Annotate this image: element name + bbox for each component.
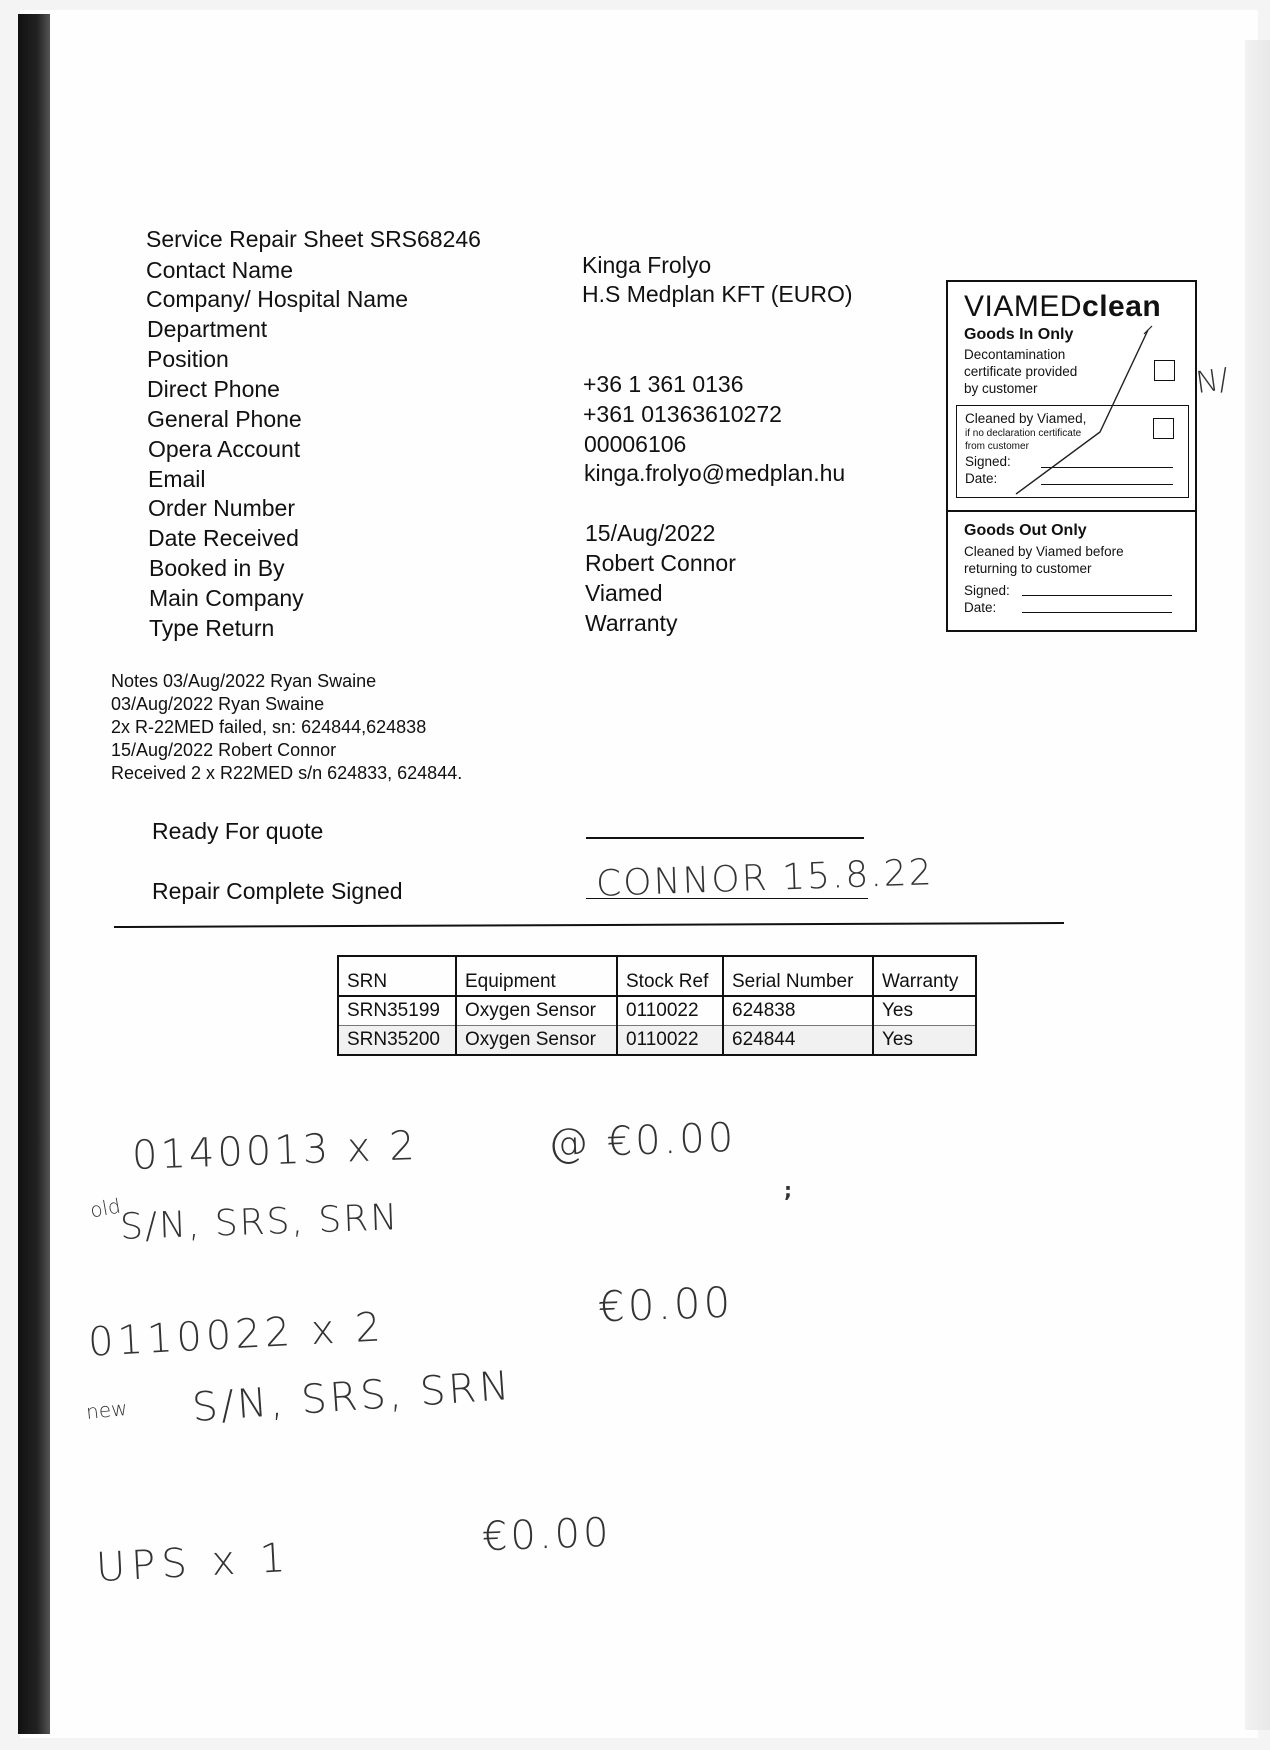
handwritten-line3-code: 0110022 x 2 [86,1304,386,1366]
notes-line-3: 2x R-22MED failed, sn: 624844,624838 [111,717,427,737]
cell-equipment: Oxygen Sensor [456,1026,617,1056]
cell-equipment: Oxygen Sensor [456,996,617,1026]
cell-warranty: Yes [873,996,976,1026]
label-main-company: Main Company [149,585,304,611]
diagonal-pen-strike [948,282,1195,630]
repair-complete-line [586,898,868,899]
cleaned-by-text: Cleaned by Viamed, [965,411,1087,426]
inner-date-label: Date: [965,471,998,486]
decon-line-3: by customer [964,381,1038,396]
ink-mark: ; [784,1178,792,1202]
value-opera-account: 00006106 [584,431,687,457]
margin-handwritten-note: N/ [1193,361,1231,402]
repair-complete-label: Repair Complete Signed [152,878,403,904]
decon-line-1: Decontamination [964,347,1066,362]
value-company: H.S Medplan KFT (EURO) [582,281,853,307]
cell-stock-ref: 0110022 [617,1026,723,1056]
handwritten-old-prefix: old [88,1193,123,1223]
table-row [338,996,976,1026]
goods-out-line-1: Cleaned by Viamed before [964,544,1124,559]
goods-out-title: Goods Out Only [964,522,1087,539]
inner-signed-label: Signed: [965,454,1011,469]
ready-for-quote-line [586,837,864,839]
repair-complete-signature: CONNOR 15.8.22 [595,852,935,905]
value-contact-name: Kinga Frolyo [582,252,712,278]
equipment-table [337,955,977,1056]
label-email: Email [148,466,206,492]
sheet-title: Service Repair Sheet SRS68246 [146,226,481,252]
col-warranty: Warranty [873,956,976,996]
value-main-company: Viamed [585,580,663,606]
label-direct-phone: Direct Phone [147,376,280,402]
handwritten-new-prefix: new [84,1395,129,1425]
scan-binding-edge [18,14,50,1734]
handwritten-line1-code: 0140013 x 2 [131,1123,419,1179]
handwritten-line2: S/N, SRS, SRN [119,1197,400,1248]
label-company: Company/ Hospital Name [146,286,409,312]
label-position: Position [147,346,229,372]
label-department: Department [147,316,268,342]
notes-line-4: 15/Aug/2022 Robert Connor [111,740,337,760]
value-date-received: 15/Aug/2022 [585,520,716,546]
viamed-clean-box [946,280,1197,632]
cell-serial: 624838 [723,996,873,1026]
notes-line-5: Received 2 x R22MED s/n 624833, 624844. [111,763,463,783]
cell-srn: SRN35199 [338,996,456,1026]
cleaned-note-2: from customer [965,441,1029,452]
table-row [338,1026,976,1056]
value-email: kinga.frolyo@medplan.hu [584,460,846,486]
value-direct-phone: +36 1 361 0136 [583,371,744,397]
handwritten-line5-code: UPS x 1 [94,1534,293,1592]
notes-line-1: Notes 03/Aug/2022 Ryan Swaine [111,671,377,691]
col-srn: SRN [338,956,456,996]
notes-line-2: 03/Aug/2022 Ryan Swaine [111,694,325,714]
label-opera-account: Opera Account [148,436,301,462]
cell-warranty: Yes [873,1026,976,1056]
label-booked-in-by: Booked in By [149,555,285,581]
handwritten-line5-price: €0.00 [481,1509,613,1561]
label-order-number: Order Number [148,495,295,521]
col-equipment: Equipment [456,956,617,996]
col-stock-ref: Stock Ref [617,956,723,996]
goods-out-line-2: returning to customer [964,561,1092,576]
goods-out-signed-label: Signed: [964,583,1010,598]
label-type-return: Type Return [149,615,275,641]
table-header-row [338,956,976,996]
ready-for-quote-label: Ready For quote [152,818,324,844]
label-contact-name: Contact Name [146,257,294,283]
decon-line-2: certificate provided [964,364,1078,379]
handwritten-line3-price: €0.00 [597,1277,735,1332]
cell-stock-ref: 0110022 [617,996,723,1026]
label-general-phone: General Phone [147,406,302,432]
viamed-clean-logo: VIAMEDclean [964,290,1162,323]
cell-serial: 624844 [723,1026,873,1056]
value-type-return: Warranty [585,610,678,636]
cleaned-note-1: if no declaration certificate [965,428,1082,439]
col-serial-number: Serial Number [723,956,873,996]
scan-right-shadow [1245,40,1270,1730]
handwritten-line4: S/N, SRS, SRN [190,1362,514,1432]
goods-in-title: Goods In Only [964,326,1074,343]
cell-srn: SRN35200 [338,1026,456,1056]
label-date-received: Date Received [148,525,299,551]
value-general-phone: +361 01363610272 [583,401,782,427]
goods-out-date-label: Date: [964,600,997,615]
handwritten-line1-price: @ €0.00 [547,1114,737,1168]
value-booked-in-by: Robert Connor [585,550,736,576]
